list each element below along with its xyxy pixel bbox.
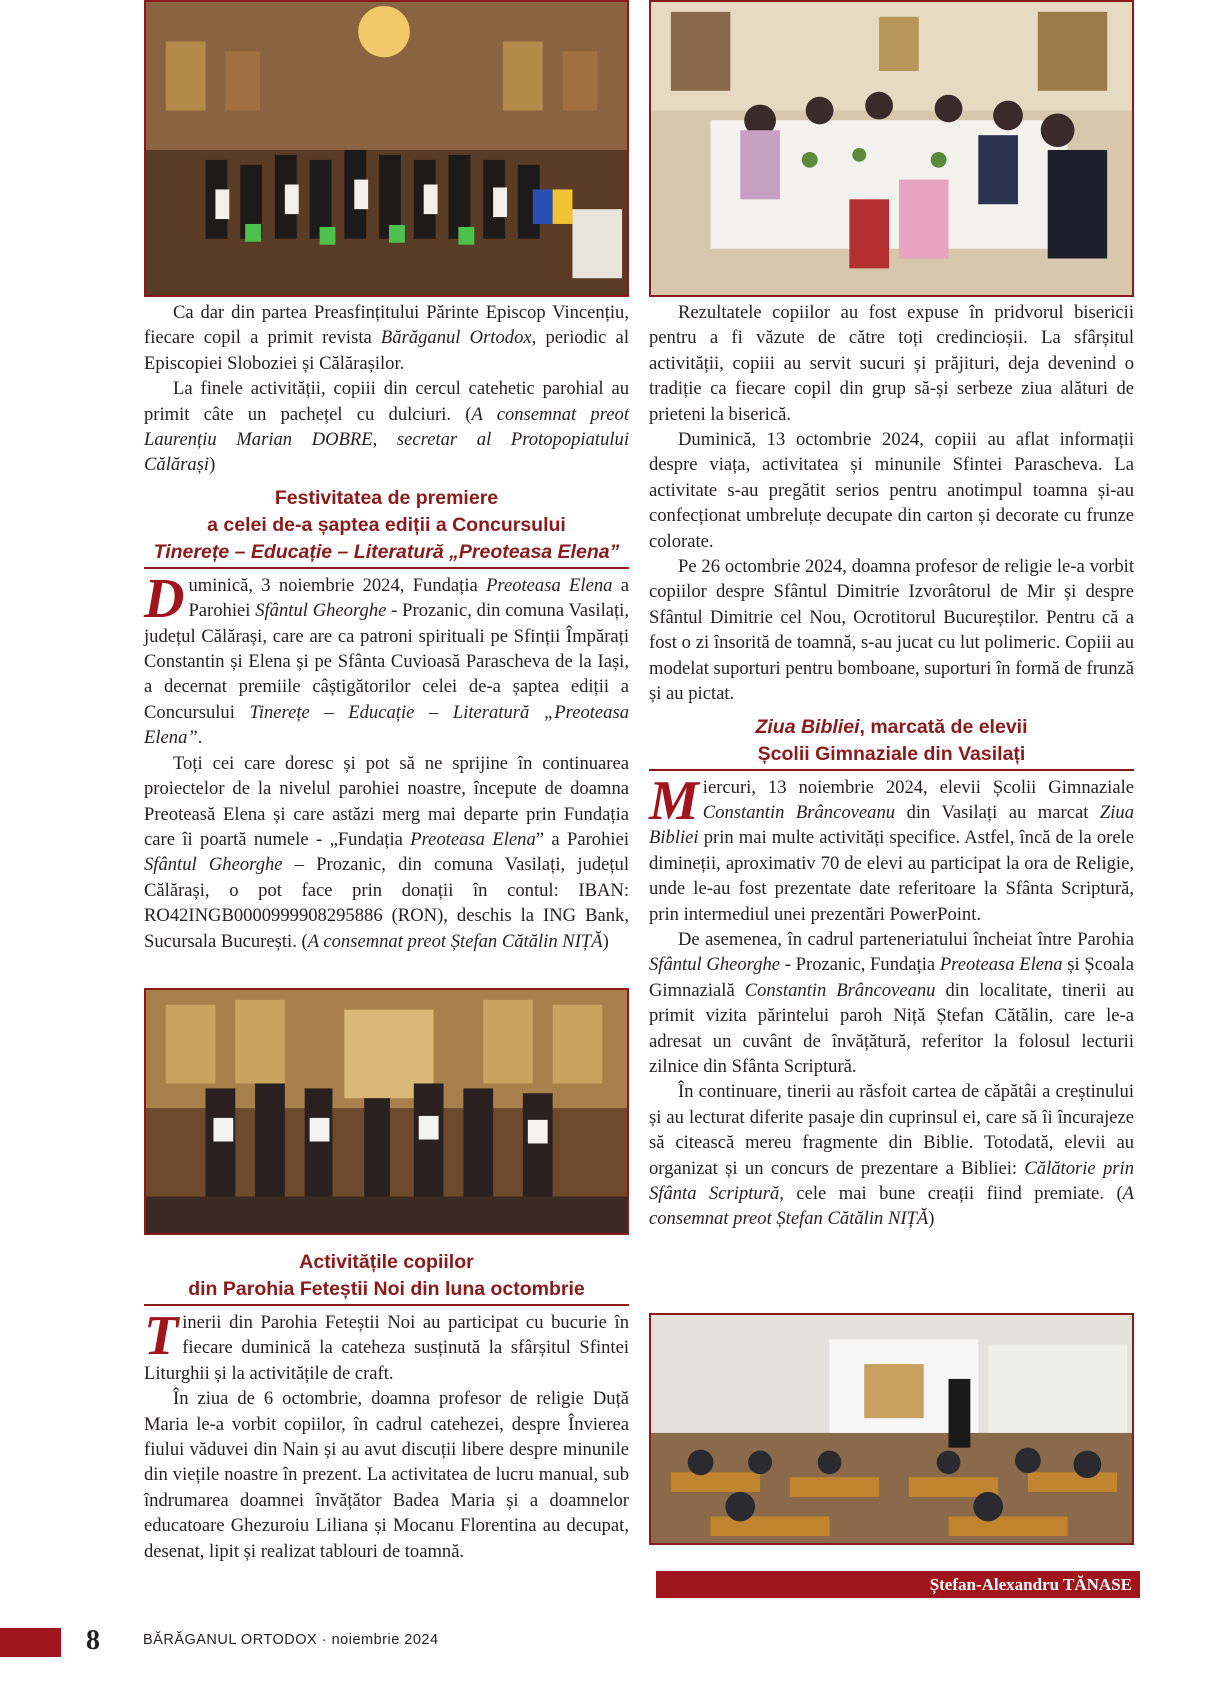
paragraph: Rezultatele copiilor au fost expuse în pridvorul bisericii pentru a fi văzute de către toți credincioșii. La sfârșitul activității, copiii au servit sucuri și prăjituri, deja devenind o tradiție ca fiecare copil din grup să-și serbeze ziua alături de prieteni la biserică. bbox=[649, 302, 1134, 425]
drop-cap: D bbox=[144, 567, 185, 630]
drop-cap: T bbox=[144, 1305, 179, 1367]
paragraph: Tinerii din Parohia Feteștii Noi au participat cu bucurie în fiecare duminică la cateheza susținută la sfârșitul Sfintei Liturghii și la activitățile de craft. bbox=[144, 1305, 629, 1384]
paragraph: Ca dar din partea Preasfințitului Părinte Episcop Vincențiu, fiecare copil a primit revista Bărăganul Ortodox, periodic al Episcopiei Sloboziei și Călărașilor. bbox=[144, 302, 629, 374]
left-column-bottom bbox=[144, 1249, 629, 1564]
photo-award-ceremony bbox=[144, 988, 629, 1235]
paragraph: Duminică, 3 noiembrie 2024, Fundația Preoteasa Elena a Parohiei Sfântul Gheorghe - Prozanic, din comuna Vasilați, județul Călărași, care are ca patroni spirituali pe Sfinții Împărați Constantin și Elena și pe Sfânta Cuvioasă Parascheva de la Iași, a decernat premiile câștigătorilor celei de-a șaptea ediții a Concursului Tinerețe – Educație – Literatură „Preoteasa Elena”. bbox=[144, 567, 629, 749]
footer-accent-bar bbox=[0, 1628, 61, 1657]
paragraph: Miercuri, 13 noiembrie 2024, elevii Școlii Gimnaziale Constantin Brâncoveanu din Vasilați au marcat Ziua Bibliei prin mai multe activități specifice. Astfel, încă de la orele dimineții, aproximativ 70 de elevi au participat la ora de Religie, unde le-au fost prezentate date referitoare la Sfânta Scriptură, prin intermediul unei prezentări PowerPoint. bbox=[649, 769, 1134, 925]
article-heading-ziua-bibliei: Ziua Bibliei, marcată de elevii Școlii Gimnaziale din Vasilați bbox=[649, 714, 1134, 771]
article-heading-festivitate: Festivitatea de premiere a celei de-a șaptea ediții a Concursului Tinerețe – Educație – Literatură „Preoteasa Elena” bbox=[144, 485, 629, 569]
photo-classroom bbox=[649, 1313, 1134, 1545]
page-number: 8 bbox=[86, 1625, 100, 1656]
paragraph: În ziua de 6 octombrie, doamna profesor de religie Duță Maria le-a vorbit copiilor, în cadrul catehezei, despre Învierea fiului văduvei din Nain și au avut discuții libere despre minunile din viețile noastre în prezent. La activitatea de lucru manual, sub îndrumarea doamnei învățător Badea Maria și a doamnelor educatoare Ghezuroiu Liliana și Mocanu Florentina au decupat, desenat, lipit și realizat tablouri de toamnă. bbox=[144, 1388, 629, 1562]
paragraph: De asemenea, în cadrul parteneriatului încheiat între Parohia Sfântul Gheorghe - Prozanic, Fundația Preoteasa Elena și Școala Gimnazială Constantin Brâncoveanu din localitate, tinerii au primit vizita părintelui paroh Niță Ștefan Cătălin, care le-a adresat un cuvânt de învățătură, referitor la folosul lecturii zilnice din Sfânta Scriptură. bbox=[649, 928, 1134, 1077]
photo-author-caption: Ștefan-Alexandru TĂNASE bbox=[656, 1571, 1140, 1598]
left-column-top bbox=[144, 300, 629, 954]
paragraph: Pe 26 octombrie 2024, doamna profesor de religie le-a vorbit copiilor despre Sfântul Dimitrie Izvorâtorul de Mir și despre Sfântul Dimitrie cel Nou, Ocrotitorul Bucureștilor. Pentru că a fost o zi însorită de toamnă, s-au jucat cu lut polimeric. Copiii au modelat suporturi pentru bomboane, suporturi în formă de frunză și au pictat. bbox=[649, 556, 1134, 705]
paragraph: La finele activității, copiii din cercul catehetic parohial au primit câte un pachețel cu dulciuri. (A consemnat preot Laurențiu Marian DOBRE, secretar al Protopopiatului Călărași) bbox=[144, 378, 629, 476]
magazine-footer-title: BĂRĂGANUL ORTODOX · noiembrie 2024 bbox=[143, 1632, 439, 1648]
drop-cap: M bbox=[649, 769, 699, 832]
photo-church-group bbox=[144, 0, 629, 297]
right-column bbox=[649, 300, 1134, 1232]
paragraph: Toți cei care doresc și pot să ne sprijine în continuarea proiectelor de la nivelul parohiei noastre, începute de doamna Preoteasă Elena și care astăzi merg mai departe prin Fundația care îi poartă numele - „Fundația Preoteasa Elena” a Parohiei Sfântul Gheorghe – Prozanic, din comuna Vasilați, județul Călărași, o pot face prin donații în contul: IBAN: RO42INGB0000999908295886 (RON), deschis la ING Bank, Sucursala București. (A consemnat preot Ștefan Cătălin NIȚĂ) bbox=[144, 752, 629, 952]
article-heading-activitatile: Activitățile copiilor din Parohia Feteștii Noi din luna octombrie bbox=[144, 1249, 629, 1306]
photo-craft-activity bbox=[649, 0, 1134, 297]
paragraph: Duminică, 13 octombrie 2024, copiii au aflat informații despre viața, activitatea și minunile Sfintei Parascheva. La activitate s-au pregătit serios pentru anotimpul toamna și-au confecționat umbreluțe decupate din carton și decorate cu frunze colorate. bbox=[649, 429, 1134, 552]
paragraph: În continuare, tinerii au răsfoit cartea de căpătâi a creștinului și au lecturat diferite pasaje din cuprinsul ei, care să îi încurajeze să citească mereu fragmente din Biblie. Totodată, elevii au organizat și un concurs de prezentare a Bibliei: Călătorie prin Sfânta Scriptură, cele mai bune creații fiind premiate. (A consemnat preot Ștefan Cătălin NIȚĂ) bbox=[649, 1081, 1134, 1230]
